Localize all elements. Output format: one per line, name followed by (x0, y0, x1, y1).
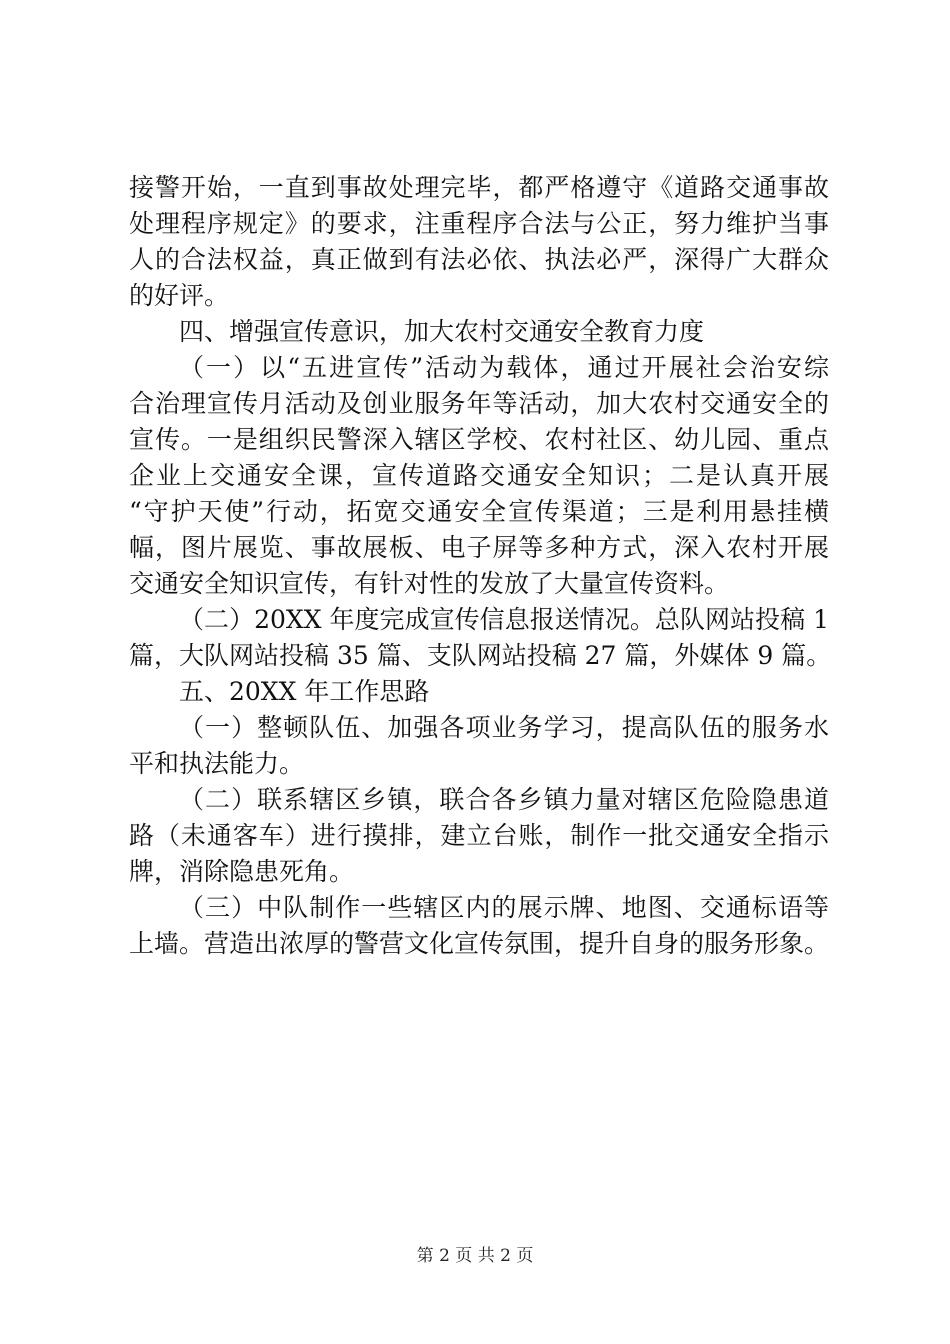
section-heading: 五、20XX 年工作思路 (179, 677, 430, 706)
text-line: 合治理宣传月活动及创业服务年等活动，加大农村交通安全的 (129, 389, 829, 418)
text-line: 交通安全知识宣传，有针对性的发放了大量宣传资料。 (129, 569, 730, 598)
text-line: （二）联系辖区乡镇，联合各乡镇力量对辖区危险隐患道 (179, 785, 829, 814)
text-line: 的好评。 (129, 281, 230, 310)
text-line: “守护天使”行动，拓宽交通安全宣传渠道；三是利用悬挂横 (129, 497, 829, 526)
document-body (129, 170, 832, 962)
text-line: （三）中队制作一些辖区内的展示牌、地图、交通标语等 (179, 893, 829, 922)
text-line: 路（未通客车）进行摸排，建立台账，制作一批交通安全指示 (129, 821, 829, 850)
section-heading: 四、增强宣传意识，加大农村交通安全教育力度 (179, 317, 705, 346)
text-line: 宣传。一是组织民警深入辖区学校、农村社区、幼儿园、重点 (129, 425, 829, 454)
text-line: （二）20XX 年度完成宣传信息报送情况。总队网站投稿 1 (179, 605, 829, 634)
text-line: 人的合法权益，真正做到有法必依、执法必严，深得广大群众 (129, 245, 829, 274)
page-number-footer: 第 2 页 共 2 页 (416, 1246, 534, 1266)
text-line: 处理程序规定》的要求，注重程序合法与公正，努力维护当事 (129, 209, 829, 238)
text-line: 平和执法能力。 (129, 749, 305, 778)
text-line: 接警开始，一直到事故处理完毕，都严格遵守《道路交通事故 (129, 173, 829, 202)
text-line: （一）整顿队伍、加强各项业务学习，提高队伍的服务水 (179, 713, 829, 742)
text-line: 牌，消除隐患死角。 (129, 857, 355, 886)
text-line: 幅，图片展览、事故展板、电子屏等多种方式，深入农村开展 (129, 533, 829, 562)
text-line: （一）以“五进宣传”活动为载体，通过开展社会治安综 (179, 353, 829, 382)
text-line: 上墙。营造出浓厚的警营文化宣传氛围，提升自身的服务形象。 (129, 929, 830, 958)
text-line: 篇，大队网站投稿 35 篇、支队网站投稿 27 篇，外媒体 9 篇。 (129, 641, 832, 670)
text-line: 企业上交通安全课，宣传道路交通安全知识；二是认真开展 (129, 461, 829, 490)
